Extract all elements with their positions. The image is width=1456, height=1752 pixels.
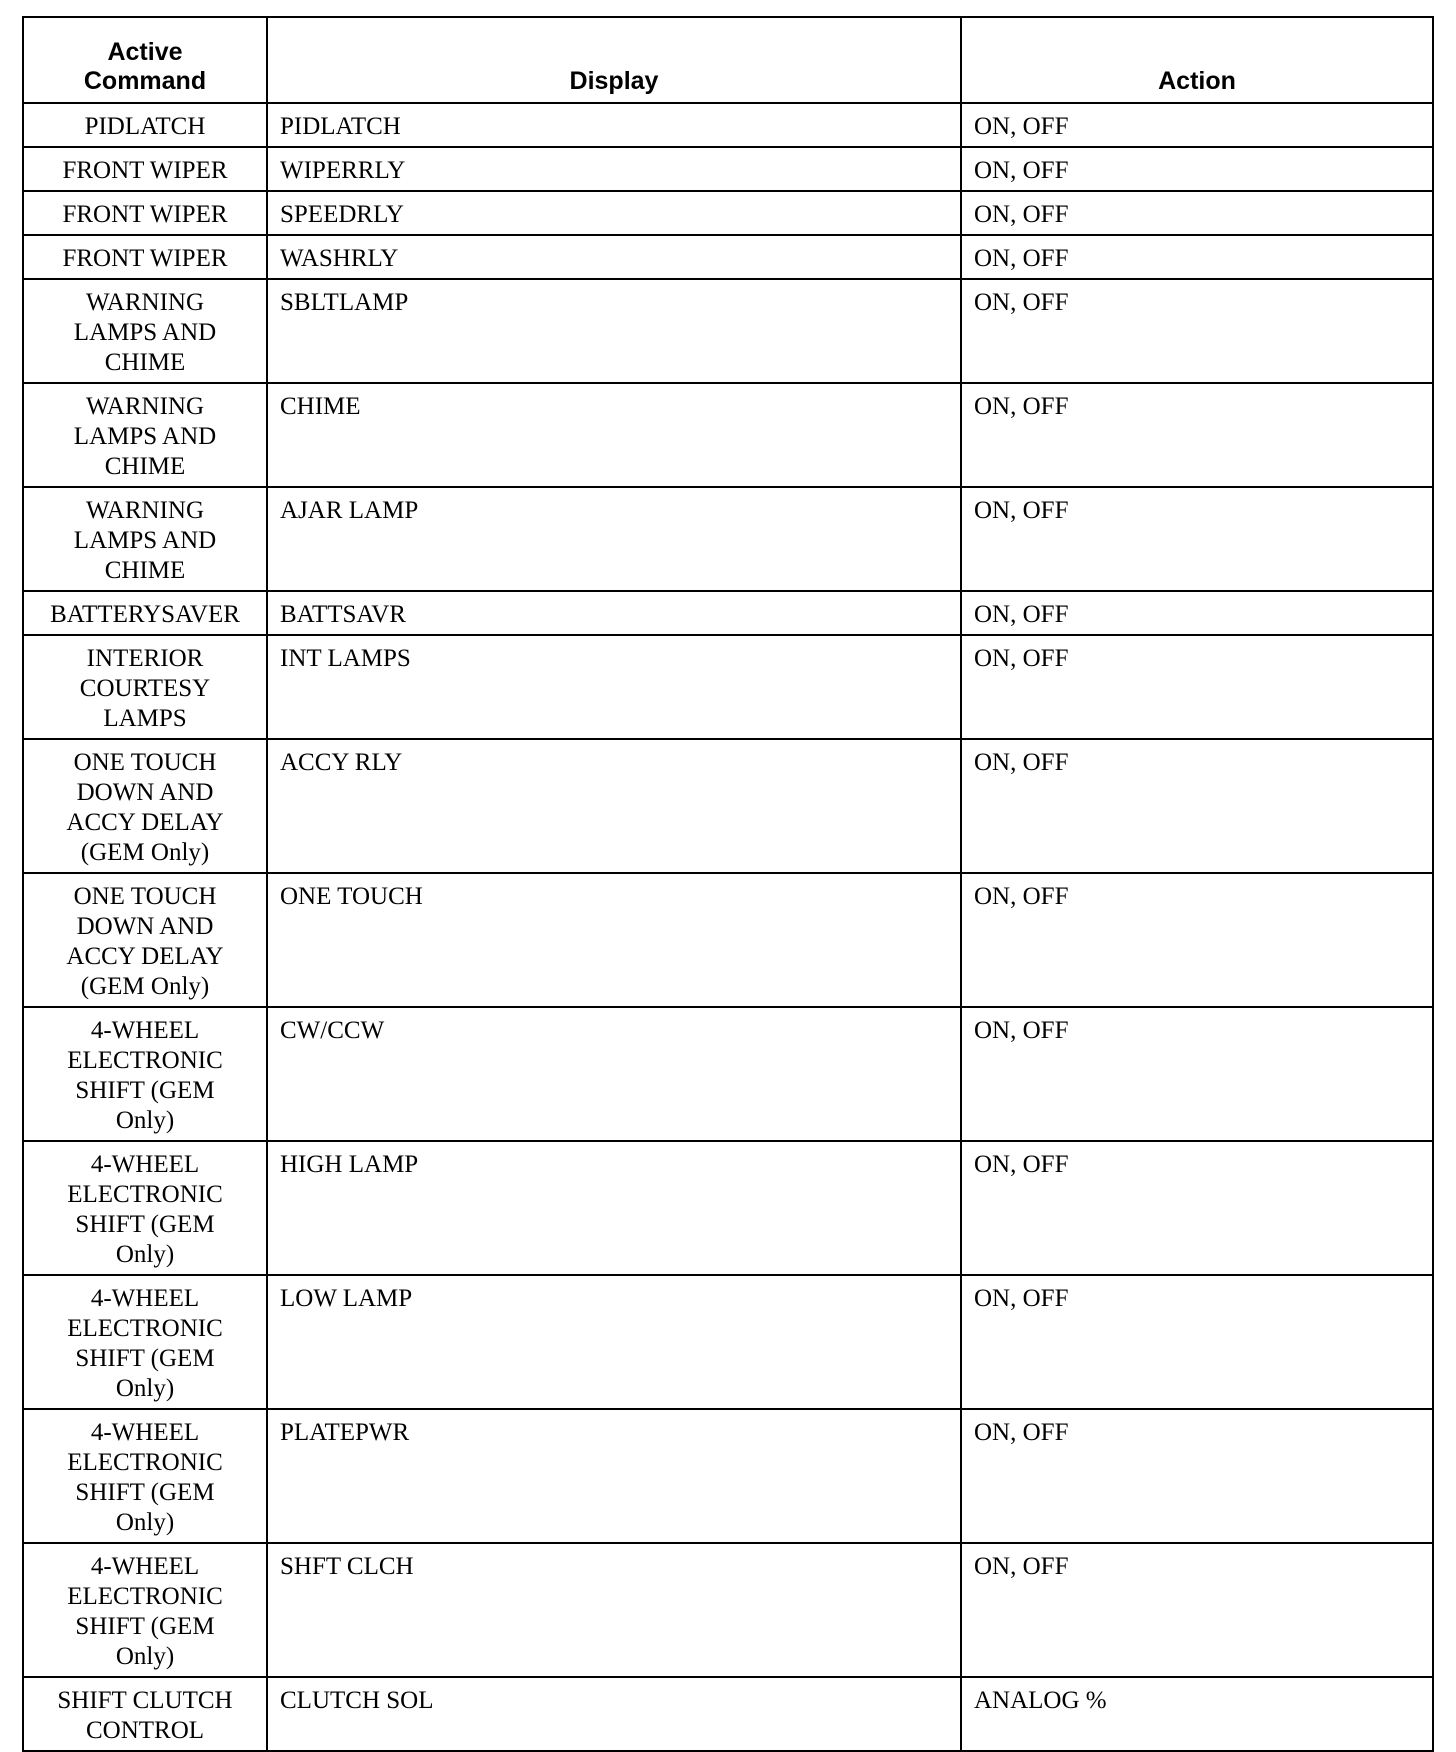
table-row xyxy=(23,235,1433,279)
active-command-line: DOWN AND xyxy=(76,913,214,940)
action-cell: ON, OFF xyxy=(961,1007,1433,1141)
header-action: Action xyxy=(961,17,1433,103)
action-cell: ON, OFF xyxy=(961,103,1433,147)
active-command-line: SHIFT (GEM xyxy=(75,1613,215,1640)
display-cell: BATTSAVR xyxy=(267,591,961,635)
active-command-cell xyxy=(23,383,267,487)
display-cell: ACCY RLY xyxy=(267,739,961,873)
display-cell: INT LAMPS xyxy=(267,635,961,739)
active-command-cell xyxy=(23,1275,267,1409)
display-cell: PLATEPWR xyxy=(267,1409,961,1543)
active-command-line: LAMPS AND xyxy=(73,527,217,554)
table-row xyxy=(23,103,1433,147)
header-row xyxy=(23,17,1433,103)
action-cell: ON, OFF xyxy=(961,1275,1433,1409)
active-command-line: ACCY DELAY xyxy=(66,943,224,970)
table-row xyxy=(23,635,1433,739)
table-row xyxy=(23,739,1433,873)
action-cell: ON, OFF xyxy=(961,279,1433,383)
table-row xyxy=(23,1409,1433,1543)
display-cell: SHFT CLCH xyxy=(267,1543,961,1677)
table-row xyxy=(23,1275,1433,1409)
active-command-cell xyxy=(23,235,267,279)
active-command-cell xyxy=(23,635,267,739)
active-command-cell xyxy=(23,487,267,591)
action-cell: ON, OFF xyxy=(961,1141,1433,1275)
active-command-cell xyxy=(23,1543,267,1677)
active-command-text xyxy=(30,112,260,141)
active-command-line: (GEM Only) xyxy=(80,973,210,1000)
active-command-line: SHIFT (GEM xyxy=(75,1211,215,1238)
active-command-line: INTERIOR xyxy=(86,645,204,672)
active-command-line: PIDLATCH xyxy=(84,113,206,140)
header-active-command-line-1: Active xyxy=(107,38,183,66)
action-cell: ON, OFF xyxy=(961,235,1433,279)
active-command-line: CHIME xyxy=(104,453,186,480)
table-row xyxy=(23,873,1433,1007)
action-cell: ON, OFF xyxy=(961,191,1433,235)
display-cell: ONE TOUCH xyxy=(267,873,961,1007)
active-command-line: ONE TOUCH xyxy=(73,883,217,910)
display-cell: CLUTCH SOL xyxy=(267,1677,961,1751)
active-command-line: ACCY DELAY xyxy=(66,809,224,836)
active-command-cell xyxy=(23,279,267,383)
display-cell: SPEEDRLY xyxy=(267,191,961,235)
table-row xyxy=(23,383,1433,487)
active-command-text xyxy=(30,156,260,185)
active-command-line: 4-WHEEL xyxy=(90,1151,200,1178)
active-command-line: (GEM Only) xyxy=(80,839,210,866)
active-command-line: SHIFT (GEM xyxy=(75,1479,215,1506)
active-command-line: WARNING xyxy=(85,289,205,316)
active-command-line: ELECTRONIC xyxy=(67,1047,223,1074)
active-command-line: SHIFT (GEM xyxy=(75,1345,215,1372)
active-command-text xyxy=(30,1552,260,1672)
table-row xyxy=(23,1141,1433,1275)
active-command-text xyxy=(30,1150,260,1270)
active-command-cell xyxy=(23,1007,267,1141)
active-command-line: CHIME xyxy=(104,557,186,584)
action-cell: ON, OFF xyxy=(961,635,1433,739)
action-cell: ON, OFF xyxy=(961,591,1433,635)
display-cell: WIPERRLY xyxy=(267,147,961,191)
active-command-text xyxy=(30,748,260,868)
active-command-line: COURTESY xyxy=(79,675,211,702)
active-command-line: ELECTRONIC xyxy=(67,1449,223,1476)
active-command-line: LAMPS AND xyxy=(73,423,217,450)
header-display: Display xyxy=(267,17,961,103)
active-command-line: LAMPS AND xyxy=(73,319,217,346)
active-command-table xyxy=(22,16,1434,1752)
active-command-cell xyxy=(23,739,267,873)
active-command-line: Only) xyxy=(115,1509,175,1536)
header-active-command xyxy=(23,17,267,103)
active-command-text xyxy=(30,288,260,378)
action-cell: ON, OFF xyxy=(961,739,1433,873)
active-command-line: Only) xyxy=(115,1107,175,1134)
display-cell: HIGH LAMP xyxy=(267,1141,961,1275)
active-command-cell xyxy=(23,147,267,191)
active-command-line: 4-WHEEL xyxy=(90,1553,200,1580)
active-command-cell xyxy=(23,1409,267,1543)
active-command-text xyxy=(30,200,260,229)
display-cell: LOW LAMP xyxy=(267,1275,961,1409)
action-cell: ON, OFF xyxy=(961,873,1433,1007)
active-command-text xyxy=(30,1016,260,1136)
table-row xyxy=(23,1677,1433,1751)
table-row xyxy=(23,487,1433,591)
active-command-text xyxy=(30,644,260,734)
action-cell: ON, OFF xyxy=(961,487,1433,591)
table-row xyxy=(23,279,1433,383)
active-command-line: 4-WHEEL xyxy=(90,1285,200,1312)
active-command-line: CHIME xyxy=(104,349,186,376)
active-command-line: ELECTRONIC xyxy=(67,1583,223,1610)
active-command-text xyxy=(30,600,260,629)
active-command-table-container xyxy=(22,16,1432,1752)
active-command-cell xyxy=(23,873,267,1007)
active-command-cell xyxy=(23,103,267,147)
action-cell: ON, OFF xyxy=(961,1409,1433,1543)
active-command-line: ONE TOUCH xyxy=(73,749,217,776)
active-command-text xyxy=(30,1686,260,1746)
active-command-line: 4-WHEEL xyxy=(90,1419,200,1446)
active-command-line: ELECTRONIC xyxy=(67,1181,223,1208)
active-command-text xyxy=(30,244,260,273)
action-cell: ON, OFF xyxy=(961,147,1433,191)
display-cell: CHIME xyxy=(267,383,961,487)
active-command-text xyxy=(30,496,260,586)
active-command-line: Only) xyxy=(115,1375,175,1402)
display-cell: WASHRLY xyxy=(267,235,961,279)
active-command-line: FRONT WIPER xyxy=(62,157,228,184)
active-command-cell xyxy=(23,1141,267,1275)
active-command-line: WARNING xyxy=(85,393,205,420)
active-command-line: ELECTRONIC xyxy=(67,1315,223,1342)
display-cell: CW/CCW xyxy=(267,1007,961,1141)
display-cell: AJAR LAMP xyxy=(267,487,961,591)
active-command-line: WARNING xyxy=(85,497,205,524)
active-command-line: 4-WHEEL xyxy=(90,1017,200,1044)
display-cell: SBLTLAMP xyxy=(267,279,961,383)
active-command-cell xyxy=(23,1677,267,1751)
active-command-line: SHIFT (GEM xyxy=(75,1077,215,1104)
active-command-line: FRONT WIPER xyxy=(62,245,228,272)
table-row xyxy=(23,147,1433,191)
table-row xyxy=(23,1007,1433,1141)
action-cell: ANALOG % xyxy=(961,1677,1433,1751)
active-command-text xyxy=(30,1284,260,1404)
active-command-text xyxy=(30,392,260,482)
table-row xyxy=(23,591,1433,635)
active-command-line: DOWN AND xyxy=(76,779,214,806)
active-command-cell xyxy=(23,191,267,235)
action-cell: ON, OFF xyxy=(961,383,1433,487)
table-row xyxy=(23,191,1433,235)
active-command-text xyxy=(30,1418,260,1538)
active-command-line: SHIFT CLUTCH xyxy=(57,1687,233,1714)
active-command-line: FRONT WIPER xyxy=(62,201,228,228)
active-command-line: Only) xyxy=(115,1643,175,1670)
action-cell: ON, OFF xyxy=(961,1543,1433,1677)
table-body xyxy=(23,103,1433,1751)
active-command-line: LAMPS xyxy=(103,705,187,732)
active-command-text xyxy=(30,882,260,1002)
active-command-cell xyxy=(23,591,267,635)
header-active-command-line-2: Command xyxy=(83,67,207,95)
active-command-line: Only) xyxy=(115,1241,175,1268)
display-cell: PIDLATCH xyxy=(267,103,961,147)
active-command-line: CONTROL xyxy=(85,1717,205,1744)
active-command-line: BATTERYSAVER xyxy=(50,601,240,628)
table-row xyxy=(23,1543,1433,1677)
